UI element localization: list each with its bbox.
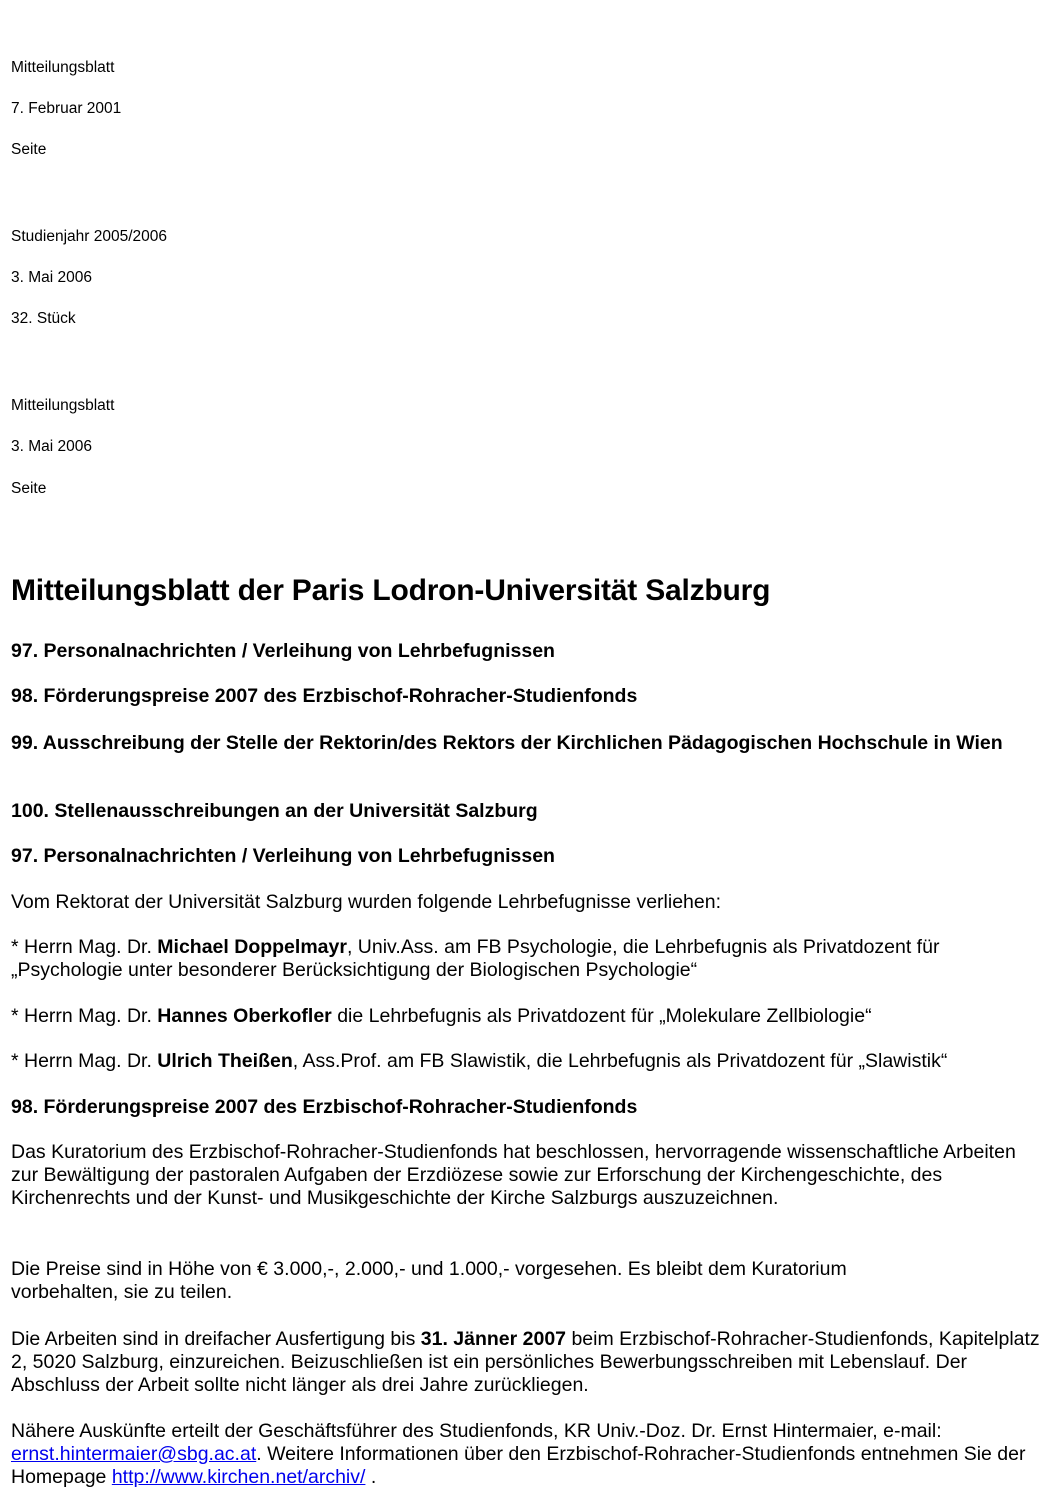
item-prefix: * Herrn Mag. Dr. <box>11 936 158 958</box>
item-text: die Lehrbefugnis als Privatdozent für „Molekulare Zellbiologie“ <box>331 1005 872 1027</box>
deadline: 31. Jänner 2007 <box>420 1328 567 1350</box>
paragraph <box>11 1420 1056 1489</box>
academic-year: Studienjahr 2005/2006 <box>11 228 167 245</box>
paragraph-text: . Weitere Informationen über den Erzbischof-Rohracher-Studienfonds entnehmen Sie der Homepage <box>11 1443 1026 1488</box>
paragraph: Das Kuratorium des Erzbischof-Rohracher-Studienfonds hat beschlossen, hervorragende wissenschaftliche Arbeiten zur Bewältigung der pastoralen Aufgaben der Erzdiözese sowie zur Erforschung der Kirchengeschichte, des Kirchenrechts und der Kunst- und Musikgeschichte der Kirche Salzburgs auszuzeichnen. <box>11 1141 1016 1209</box>
paragraph-text: Nähere Auskünfte erteilt der Geschäftsführer des Studienfonds, KR Univ.-Doz. Dr. Ernst Hintermaier, e-mail: <box>11 1420 942 1442</box>
section-intro: Vom Rektorat der Universität Salzburg wurden folgende Lehrbefugnisse verliehen: <box>11 891 721 913</box>
issue-date: 3. Mai 2006 <box>11 269 92 286</box>
person-name: Michael Doppelmayr <box>157 936 347 958</box>
toc-item: 100. Stellenausschreibungen an der Universität Salzburg <box>11 800 538 822</box>
header-page-label: Seite <box>11 141 47 158</box>
item-prefix: * Herrn Mag. Dr. <box>11 1005 158 1027</box>
toc-item: 99. Ausschreibung der Stelle der Rektorin/des Rektors der Kirchlichen Pädagogischen Hochschule in Wien <box>11 732 1003 754</box>
header-date: 7. Februar 2001 <box>11 100 122 117</box>
issue-number: 32. Stück <box>11 310 76 327</box>
paragraph-text: Die Arbeiten sind in dreifacher Ausfertigung bis <box>11 1328 421 1350</box>
paragraph-text: . <box>365 1466 377 1488</box>
header-label: Mitteilungsblatt <box>11 397 115 414</box>
email-link[interactable]: ernst.hintermaier@sbg.ac.at <box>11 1443 257 1465</box>
header-date: 3. Mai 2006 <box>11 438 92 455</box>
item-text: , Univ.Ass. am FB Psychologie, die Lehrbefugnis als Privatdozent für „Psychologie unter besonderer Berücksichtigung der Biologischen Psychologie“ <box>11 936 940 981</box>
section-heading: 97. Personalnachrichten / Verleihung von Lehrbefugnissen <box>11 845 555 867</box>
paragraph-text: beim Erzbischof-Rohracher-Studienfonds, Kapitelplatz 2, 5020 Salzburg, einzureichen. Beizuschließen ist ein persönliches Bewerbungsschreiben mit Lebenslauf. Der Abschluss der Arbeit sollte nicht länger als drei Jahre zurückliegen. <box>11 1328 1040 1396</box>
item-text: , Ass.Prof. am FB Slawistik, die Lehrbefugnis als Privatdozent für „Slawistik“ <box>292 1050 948 1072</box>
item-prefix: * Herrn Mag. Dr. <box>11 1050 158 1072</box>
list-item <box>11 936 1051 982</box>
header-label: Mitteilungsblatt <box>11 59 115 76</box>
header-page-label: Seite <box>11 480 47 497</box>
section-heading: 98. Förderungspreise 2007 des Erzbischof-Rohracher-Studienfonds <box>11 1096 638 1118</box>
toc-item: 97. Personalnachrichten / Verleihung von Lehrbefugnissen <box>11 640 555 662</box>
person-name: Ulrich Theißen <box>157 1050 293 1072</box>
homepage-link[interactable]: http://www.kirchen.net/archiv/ <box>111 1466 366 1488</box>
list-item <box>11 1050 947 1073</box>
paragraph: Die Preise sind in Höhe von € 3.000,-, 2.000,- und 1.000,- vorgesehen. Es bleibt dem Kuratorium vorbehalten, sie zu teilen. <box>11 1258 847 1303</box>
list-item <box>11 1005 872 1028</box>
page-title: Mitteilungsblatt der Paris Lodron-Universität Salzburg <box>11 574 771 607</box>
paragraph <box>11 1328 1046 1397</box>
person-name: Hannes Oberkofler <box>157 1005 332 1027</box>
toc-item: 98. Förderungspreise 2007 des Erzbischof-Rohracher-Studienfonds <box>11 685 638 707</box>
